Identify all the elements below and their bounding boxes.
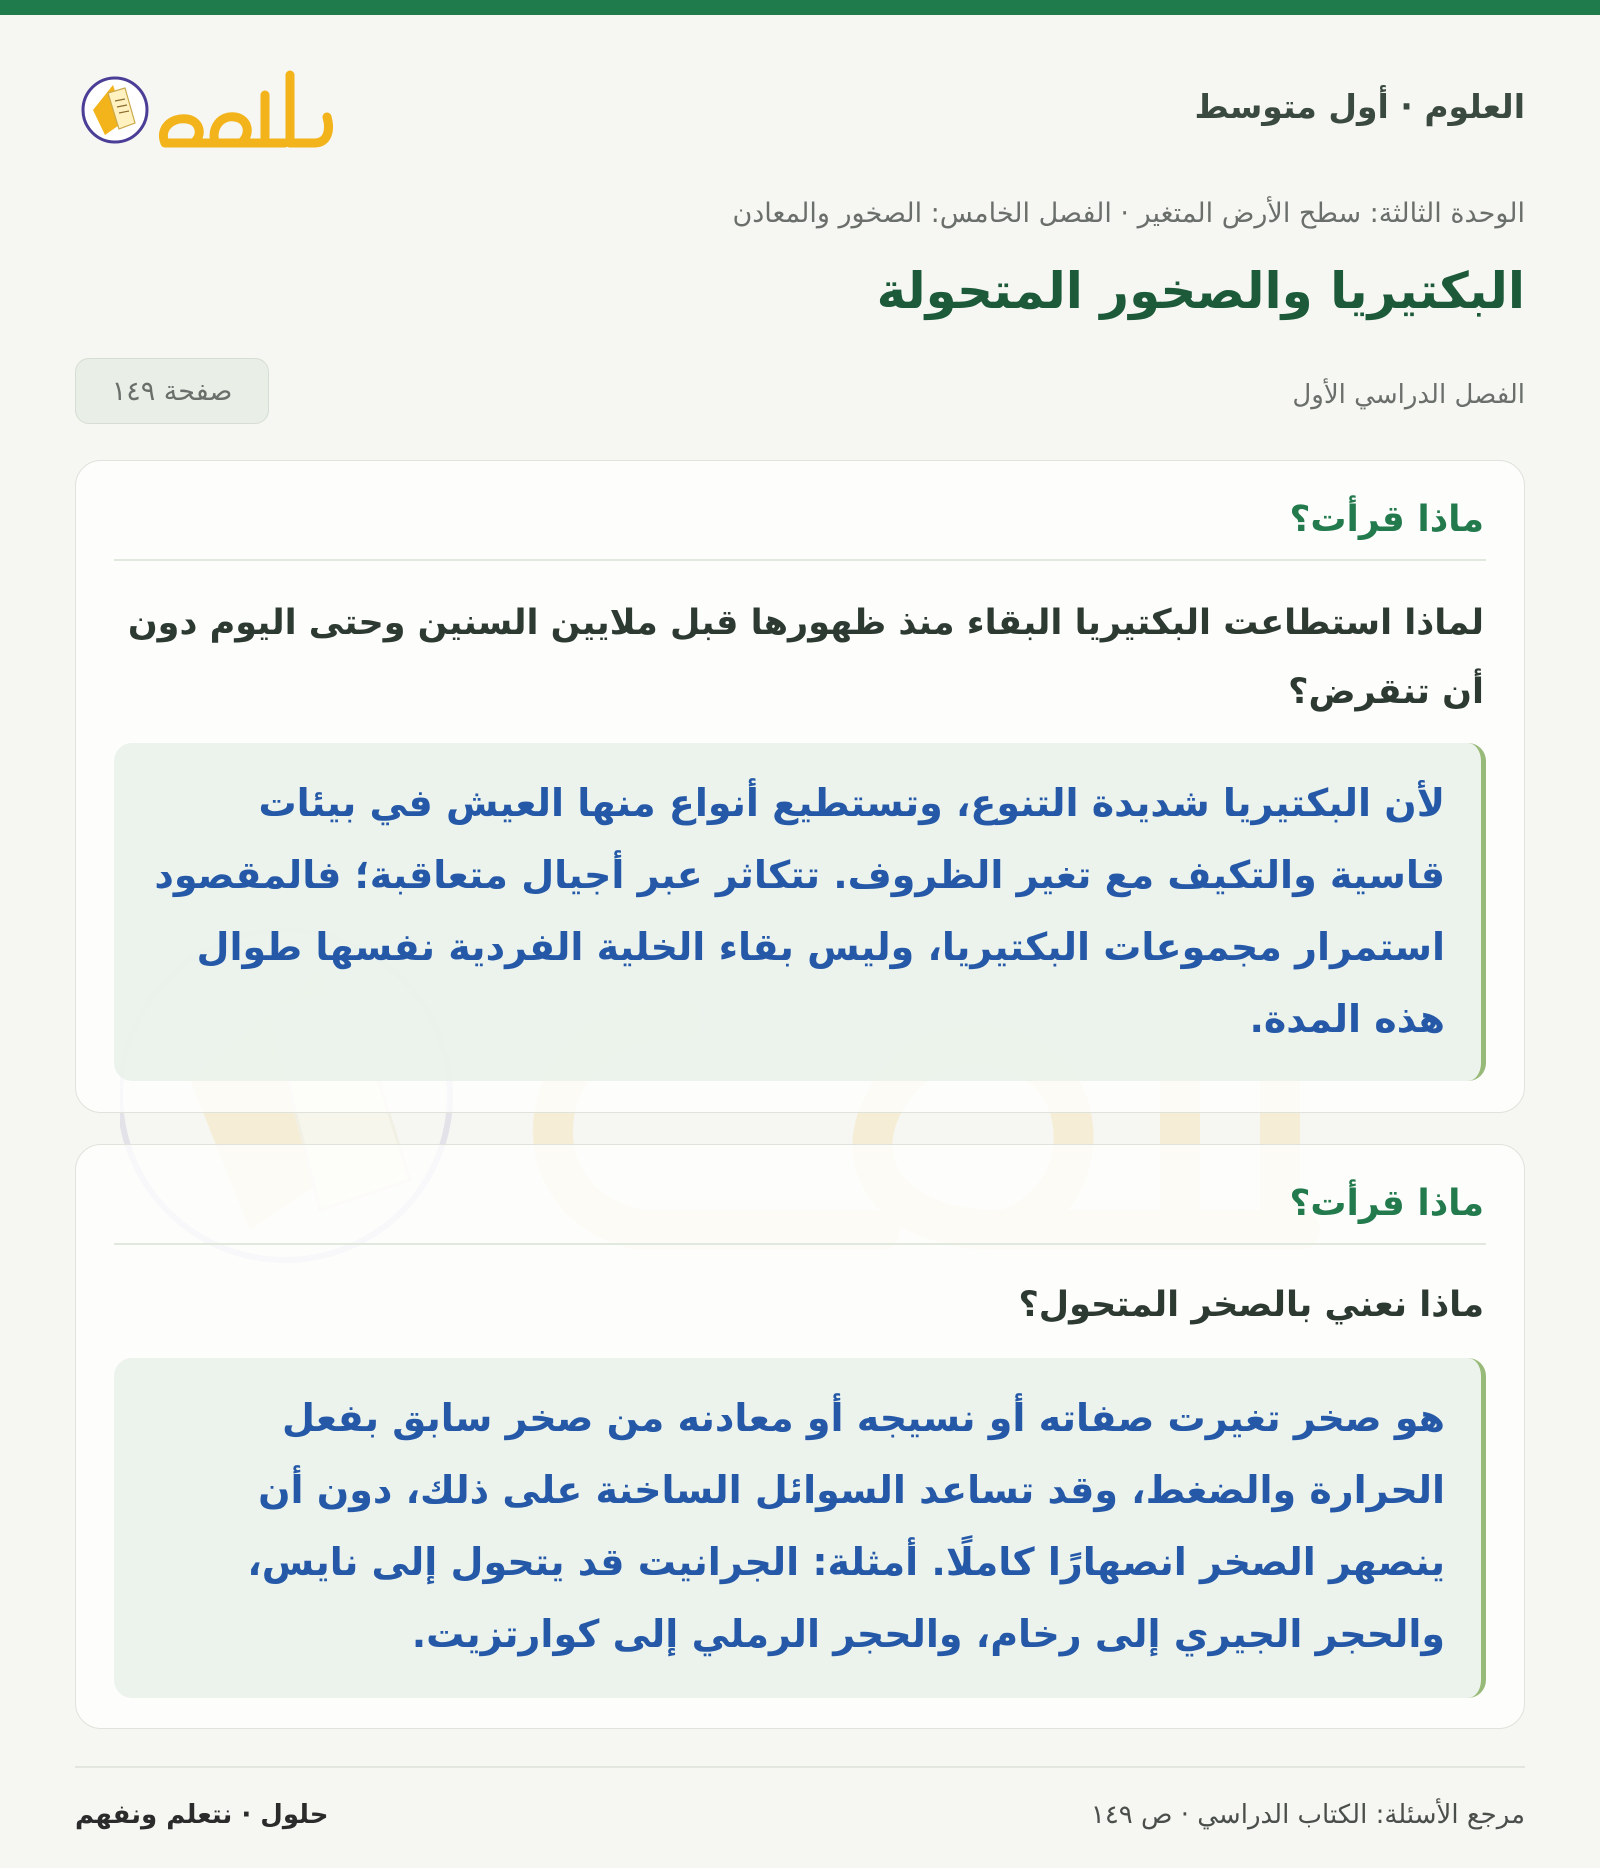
card-divider	[114, 1243, 1486, 1245]
answer-box: لأن البكتيريا شديدة التنوع، وتستطيع أنواع منها العيش في بيئات قاسية والتكيف مع تغير الظروف. تتكاثر عبر أجيال متعاقبة؛ فالمقصود استمرار مجموعات البكتيريا، وليس بقاء الخلية الفردية نفسها طوال هذه المدة.	[114, 743, 1486, 1081]
question-text: لماذا استطاعت البكتيريا البقاء منذ ظهورها قبل ملايين السنين وحتى اليوم دون أن تنقرض؟	[127, 603, 1484, 712]
footer-brand: حلول · نتعلم ونفهم	[75, 1800, 329, 1830]
page-number-badge: صفحة ١٤٩	[75, 358, 269, 424]
page-title: البكتيريا والصخور المتحولة	[876, 262, 1525, 320]
subject-title: العلوم · أول متوسط	[1194, 87, 1525, 126]
top-accent-bar	[0, 0, 1600, 15]
question-card	[75, 1144, 1525, 1729]
hulul-logo[interactable]	[75, 55, 335, 165]
card-label: ماذا قرأت؟	[1289, 499, 1484, 540]
card-divider	[114, 559, 1486, 561]
footer-divider	[75, 1766, 1525, 1768]
card-label: ماذا قرأت؟	[1289, 1183, 1484, 1224]
semester-label: الفصل الدراسي الأول	[1292, 380, 1525, 410]
page-header	[75, 55, 1525, 165]
answer-box: هو صخر تغيرت صفاته أو نسيجه أو معادنه من صخر سابق بفعل الحرارة والضغط، وقد تساعد السوائل الساخنة على ذلك، دون أن ينصهر الصخر انصهارًا كاملًا. أمثلة: الجرانيت قد يتحول إلى نايس، والحجر الجيري إلى رخام، والحجر الرملي إلى كوارتزيت.	[114, 1358, 1486, 1698]
question-card	[75, 460, 1525, 1113]
breadcrumb: الوحدة الثالثة: سطح الأرض المتغير · الفصل الخامس: الصخور والمعادن	[732, 198, 1525, 229]
footer-reference: مرجع الأسئلة: الكتاب الدراسي · ص ١٤٩	[1090, 1800, 1525, 1830]
question-text: ماذا نعني بالصخر المتحول؟	[1018, 1285, 1484, 1325]
